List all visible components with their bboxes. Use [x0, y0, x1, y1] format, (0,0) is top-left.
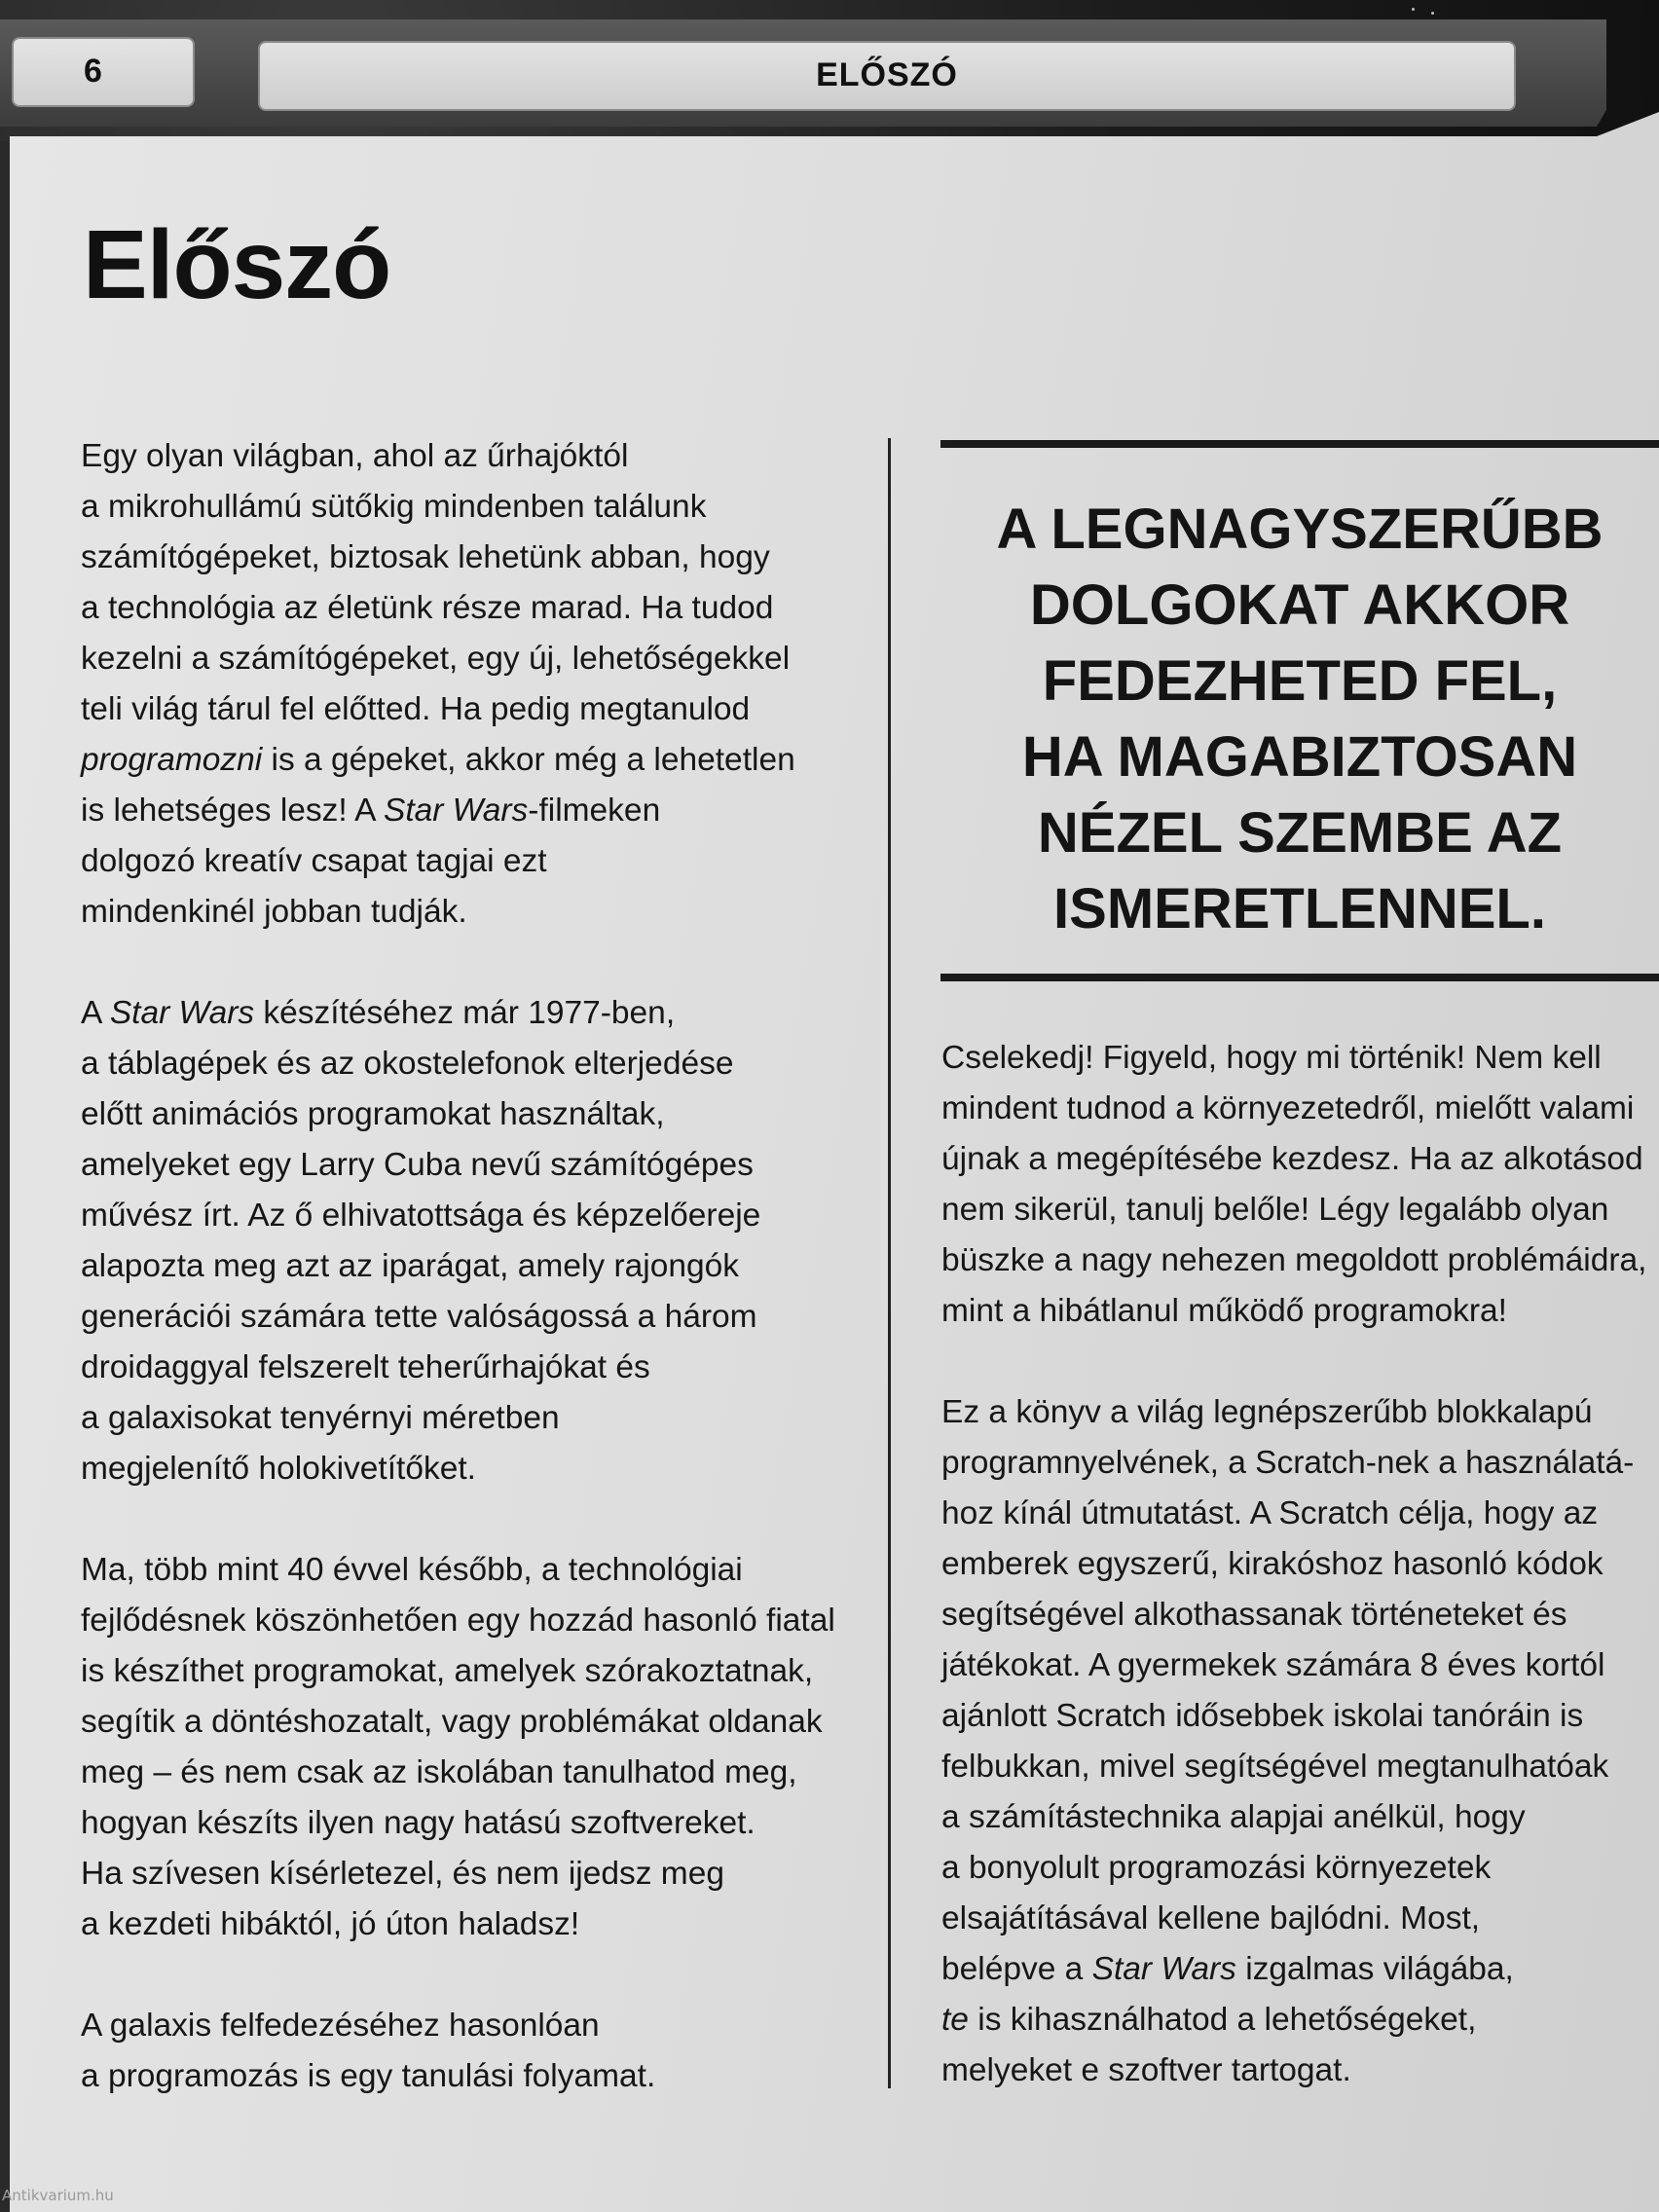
text-line — [81, 2001, 860, 2051]
text-line — [81, 1545, 860, 1596]
text-segment: játékokat. A gyermekek számára 8 éves kortól — [941, 1647, 1605, 1683]
text-line — [81, 1191, 860, 1241]
watermark: Antikvarium.hu — [2, 2187, 114, 2204]
italic-text: programozni — [81, 742, 263, 778]
text-line — [941, 1185, 1623, 1235]
text-segment: a kezdeti hibáktól, jó úton haladsz! — [81, 1906, 580, 1942]
text-line — [941, 1033, 1623, 1084]
text-segment: meg – és nem csak az iskolában tanulhatod meg, — [81, 1754, 797, 1790]
star-decoration — [1412, 8, 1415, 11]
text-segment: is lehetséges lesz! A — [81, 793, 384, 829]
text-segment: fejlődésnek köszönhetően egy hozzád hasonló fiatal — [81, 1603, 835, 1639]
pull-quote-line: DOLGOKAT AKKOR — [1029, 573, 1570, 637]
text-segment: elsajátításával kellene bajlódni. Most, — [941, 1900, 1481, 1936]
text-segment: Ma, több mint 40 évvel később, a technológiai — [81, 1552, 743, 1588]
text-segment: A — [81, 995, 110, 1031]
paragraph — [81, 988, 860, 1494]
page-number: 6 — [84, 53, 102, 90]
text-line — [941, 1134, 1643, 1185]
text-segment: a technológia az életünk része marad. Ha tudod — [81, 590, 774, 626]
paragraph — [941, 1033, 1647, 1337]
italic-text: te — [941, 2002, 969, 2038]
paragraph — [81, 431, 860, 938]
text-segment: izgalmas világába, — [1235, 1951, 1514, 1987]
text-line — [81, 1697, 860, 1748]
text-line — [941, 2046, 1623, 2096]
text-line — [941, 1843, 1623, 1894]
text-segment: a galaxisokat tenyérnyi méretben — [81, 1400, 560, 1436]
text-segment: előtt animációs programokat használtak, — [81, 1096, 665, 1132]
text-segment: nem sikerül, tanulj belőle! Légy legalább olyan — [941, 1192, 1609, 1228]
text-line — [81, 1292, 860, 1343]
text-segment: ajánlott Scratch idősebbek iskolai tanóráin is — [941, 1698, 1584, 1734]
text-segment: számítógépeket, biztosak lehetünk abban, hogy — [81, 539, 770, 575]
text-line — [81, 1343, 860, 1393]
pull-quote-bottom-rule — [940, 974, 1659, 981]
text-segment: Ez a könyv a világ legnépszerűbb blokkalapú — [941, 1394, 1593, 1430]
text-line — [81, 1646, 860, 1697]
pull-quote-line: HA MAGABIZTOSAN — [1021, 725, 1578, 789]
text-segment: megjelenítő holokivetítőket. — [81, 1451, 476, 1487]
text-segment: mint a hibátlanul működő programokra! — [941, 1293, 1507, 1329]
text-segment: amelyeket egy Larry Cuba nevű számítógépes — [81, 1147, 754, 1183]
text-segment: készítéséhez már 1977-ben, — [254, 995, 676, 1031]
star-decoration — [1431, 12, 1434, 15]
text-line — [81, 1748, 860, 1798]
text-segment: segítik a döntéshozatalt, vagy problémákat oldanak — [81, 1704, 823, 1740]
text-line — [941, 1792, 1623, 1843]
text-segment: droidaggyal felszerelt teherűrhajókat és — [81, 1349, 650, 1385]
text-line — [81, 1444, 860, 1494]
text-segment: Ha szívesen kísérletezel, és nem ijedsz meg — [81, 1856, 724, 1892]
text-line — [941, 1641, 1623, 1691]
pull-quote — [940, 492, 1659, 947]
chapter-title: ELŐSZÓ — [816, 56, 958, 93]
text-segment: A galaxis felfedezéséhez hasonlóan — [81, 2008, 600, 2044]
paragraph — [941, 1387, 1635, 2096]
text-segment: művész írt. Az ő elhivatottsága és képzelőereje — [81, 1198, 761, 1234]
text-segment: generációi számára tette valóságossá a három — [81, 1299, 757, 1335]
text-line — [81, 1596, 860, 1646]
text-line — [941, 1084, 1635, 1134]
chapter-title-box — [258, 41, 1516, 111]
text-line — [941, 1286, 1623, 1337]
text-segment: dolgozó kreatív csapat tagjai ezt — [81, 843, 547, 879]
page-title: Előszó — [83, 210, 391, 319]
text-line — [941, 1894, 1623, 1944]
text-segment: is kihasználhatod a lehetőségeket, — [968, 2002, 1477, 2038]
column-divider — [888, 438, 891, 2088]
pull-quote-line: ISMERETLENNEL. — [1053, 877, 1546, 940]
text-segment: programnyelvének, a Scratch-nek a használatá- — [941, 1445, 1635, 1481]
text-segment: mindenkinél jobban tudják. — [81, 894, 467, 930]
text-line — [81, 1798, 860, 1849]
text-line — [81, 431, 860, 482]
italic-text: Star Wars — [1091, 1951, 1236, 1987]
text-segment: segítségével alkothassanak történeteket és — [941, 1597, 1567, 1633]
text-segment: kezelni a számítógépeket, egy új, lehetőségekkel — [81, 641, 791, 677]
right-column — [941, 1033, 1647, 2096]
text-line — [941, 1995, 1623, 2046]
text-segment: a számítástechnika alapjai anélkül, hogy — [941, 1799, 1526, 1835]
text-segment: -filmeken — [528, 793, 661, 829]
text-segment: felbukkan, mivel segítségével megtanulhatóak — [941, 1749, 1609, 1785]
text-line — [941, 1387, 1623, 1438]
text-line — [81, 1393, 860, 1444]
text-line — [941, 1944, 1623, 1995]
text-segment: is készíthet programokat, amelyek szórakoztatnak, — [81, 1653, 814, 1689]
text-line — [81, 988, 860, 1039]
paragraph — [81, 2001, 860, 2102]
text-line — [941, 1438, 1635, 1489]
text-segment: teli világ tárul fel előtted. Ha pedig megtanulod — [81, 691, 751, 727]
pull-quote-line: NÉZEL SZEMBE AZ — [1037, 801, 1563, 865]
text-line — [81, 1899, 860, 1950]
pull-quote-line: FEDEZHETED FEL, — [1042, 649, 1558, 713]
text-segment: hogyan készíts ilyen nagy hatású szoftvereket. — [81, 1805, 756, 1841]
text-line — [81, 684, 860, 735]
text-line — [941, 1590, 1623, 1641]
text-line — [81, 735, 860, 786]
paragraph — [81, 1545, 860, 1950]
text-segment: a bonyolult programozási környezetek — [941, 1850, 1492, 1886]
text-line — [81, 1140, 860, 1191]
page-number-box — [12, 37, 195, 107]
text-line — [81, 1849, 860, 1899]
text-segment: a programozás is egy tanulási folyamat. — [81, 2058, 656, 2094]
text-line — [81, 583, 860, 634]
text-line — [81, 836, 860, 887]
text-segment: a táblagépek és az okostelefonok elterjedése — [81, 1046, 734, 1082]
pull-quote-line: A LEGNAGYSZERŰBB — [996, 498, 1604, 561]
text-line — [81, 1089, 860, 1140]
text-line — [81, 786, 860, 836]
text-line — [81, 1241, 860, 1292]
text-line — [941, 1235, 1647, 1286]
text-segment: újnak a megépítésébe kezdesz. Ha az alkotásod — [941, 1141, 1643, 1177]
italic-text: Star Wars — [109, 995, 255, 1031]
pull-quote-top-rule — [940, 440, 1659, 448]
text-line — [81, 533, 860, 583]
left-column — [81, 431, 860, 2102]
text-line — [81, 887, 860, 938]
text-line — [941, 1742, 1623, 1792]
text-line — [81, 482, 860, 533]
text-line — [941, 1539, 1623, 1590]
text-line — [941, 1691, 1623, 1742]
text-segment: mindent tudnod a környezetedről, mielőtt valami — [941, 1090, 1635, 1126]
text-segment: Cselekedj! Figyeld, hogy mi történik! Nem kell — [941, 1040, 1602, 1076]
text-segment: Egy olyan világban, ahol az űrhajóktól — [81, 438, 629, 474]
text-segment: melyeket e szoftver tartogat. — [941, 2052, 1351, 2088]
text-segment: is a gépeket, akkor még a lehetetlen — [262, 742, 795, 778]
text-segment: alapozta meg azt az iparágat, amely rajongók — [81, 1248, 739, 1284]
text-line — [81, 2051, 860, 2102]
text-line — [81, 1039, 860, 1089]
text-segment: hoz kínál útmutatást. A Scratch célja, hogy az — [941, 1495, 1599, 1531]
text-line — [81, 634, 860, 684]
italic-text: Star Wars — [384, 793, 529, 829]
text-line — [941, 1489, 1623, 1539]
text-segment: emberek egyszerű, kirakóshoz hasonló kódok — [941, 1546, 1604, 1582]
text-segment: belépve a — [941, 1951, 1092, 1987]
text-segment: a mikrohullámú sütőkig mindenben találunk — [81, 489, 707, 525]
text-segment: büszke a nagy nehezen megoldott problémáidra, — [941, 1242, 1647, 1278]
